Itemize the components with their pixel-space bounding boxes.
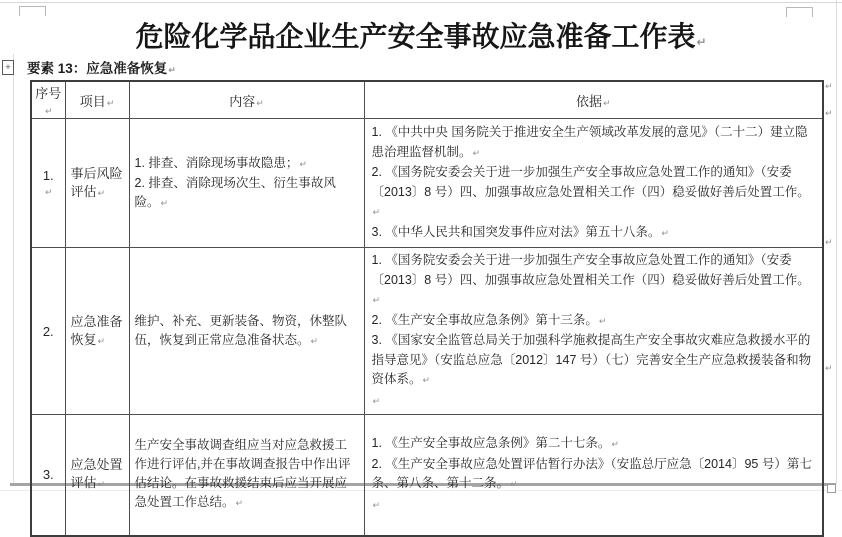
paragraph-mark: ↵ [97,335,106,346]
basis-line: 2. 《国务院安委会关于进一步加强生产安全事故应急处置工作的通知》（安委〔2013〕8 号）四、加强事故应急处置相关工作（四）稳妥做好善后处置工作。 [371,165,810,199]
paragraph-mark: ↵ [235,498,244,509]
page-edge-left-line [13,54,14,484]
basis-line: 3. 《国家安全监管总局关于加强科学施救提高生产安全事故灾难应急救援水平的指导意见》（安监总应急〔2012〕147 号）（七）完善安全生产应急救援装备和物资体系。 [371,333,812,386]
table-row [31,248,823,415]
section-label [27,57,176,77]
row-end-mark: ↵ [825,363,833,373]
basis-line: 3. 《中华人民共和国突发事件应对法》第五十八条。 [371,224,661,239]
page-title-text: 危险化学品企业生产安全事故应急准备工作表 [135,21,696,52]
basis-line: 1. 《国务院安委会关于进一步加强生产安全事故应急处置工作的通知》（安委〔2013〕8 号）四、加强事故应急处置相关工作（四）稳妥做好善后处置工作。 [371,253,810,287]
header-content-label: 内容 [229,93,256,109]
section-label-text: 要素 13：应急准备恢复 [27,61,168,76]
table-resize-handle-icon [827,484,836,493]
paragraph-mark: ↵ [510,479,518,490]
paragraph-mark: ↵ [299,158,307,169]
row2-basis-cell [364,248,823,415]
page-edge-right-line [836,0,837,484]
header-cell-content [129,81,364,119]
row1-item-cell [65,119,129,248]
table-row [31,415,823,536]
page-title [0,15,842,55]
page-edge-top-line [0,2,842,3]
row-end-mark: ↵ [825,81,833,91]
row-end-mark: ↵ [825,237,833,247]
row2-content-cell [129,248,364,415]
paragraph-mark: ↵ [372,207,381,217]
header-item-label: 项目 [79,93,106,109]
paragraph-mark: ↵ [97,187,106,198]
header-basis-label: 依据 [575,93,602,109]
paragraph-mark: ↵ [44,187,53,197]
paragraph-mark: ↵ [372,499,381,510]
paragraph-mark: ↵ [422,375,431,385]
content-line: 1. 排查、消除现场事故隐患； [134,155,299,170]
basis-line: 2. 《生产安全事故应急条例》第十三条。 [371,312,598,327]
row3-content-cell [129,415,364,536]
paragraph-mark: ↵ [372,295,381,305]
paragraph-mark: ↵ [696,35,707,49]
row-number: 1. [42,168,54,183]
header-row [31,81,823,119]
paragraph-mark: ↵ [602,97,611,108]
paragraph-mark: ↵ [598,315,607,326]
content-line: 维护、补充、更新装备、物资，休整队伍，恢复到正常应急准备状态。 [134,313,348,347]
row-number: 2. [42,323,54,339]
paragraph-mark: ↵ [611,439,619,450]
basis-line: 1. 《生产安全事故应急条例》第二十七条。 [371,436,611,451]
worksheet-table [30,80,824,537]
paragraph-mark: ↵ [44,106,53,116]
basis-line: 2. 《生产安全事故应急处置评估暂行办法》（安监总厅应急〔2014〕95 号）第七条、第八条、第十二条。 [371,456,812,491]
row2-item-cell [65,248,129,415]
paragraph-mark: ↵ [661,227,669,238]
item-label: 应急准备恢复 [70,313,123,347]
content-line: 2. 排查、消除现场次生、衍生事故风险。 [134,175,336,209]
paragraph-mark: ↵ [472,147,481,158]
item-label: 应急处置评估 [70,457,123,491]
item-label: 事后风险评估 [70,165,123,199]
row2-no-cell [31,248,65,415]
paragraph-mark: ↵ [168,65,176,75]
header-no-label: 序号 [35,86,62,101]
paragraph-mark: ↵ [372,395,381,406]
table-row [31,119,823,248]
paragraph-mark: ↵ [310,335,319,346]
row1-basis-cell [364,119,823,248]
row1-no-cell [31,119,65,248]
basis-line: 1. 《中共中央 国务院关于推进安全生产领域改革发展的意见》（二十二）建立隐患治理监督机制。 [371,125,808,159]
row3-basis-cell [364,415,823,536]
row3-item-cell [65,415,129,536]
paragraph-mark: ↵ [106,97,115,108]
header-cell-item [65,81,129,119]
row3-no-cell [31,415,65,536]
object-anchor-icon: + [2,60,14,75]
row1-content-cell [129,119,364,248]
paragraph-mark: ↵ [256,97,264,108]
header-cell-no [31,81,65,119]
content-line: 生产安全事故调查组应当对应急救援工作进行评估,并在事故调查报告中作出评估结论。在事故救援结束后应当开展应急处置工作总结。 [134,438,351,510]
paragraph-mark: ↵ [160,197,169,208]
row-end-mark: ↵ [825,108,833,118]
row-number: 3. [42,467,54,483]
paragraph-mark: ↵ [97,479,106,490]
header-cell-basis [364,81,823,119]
